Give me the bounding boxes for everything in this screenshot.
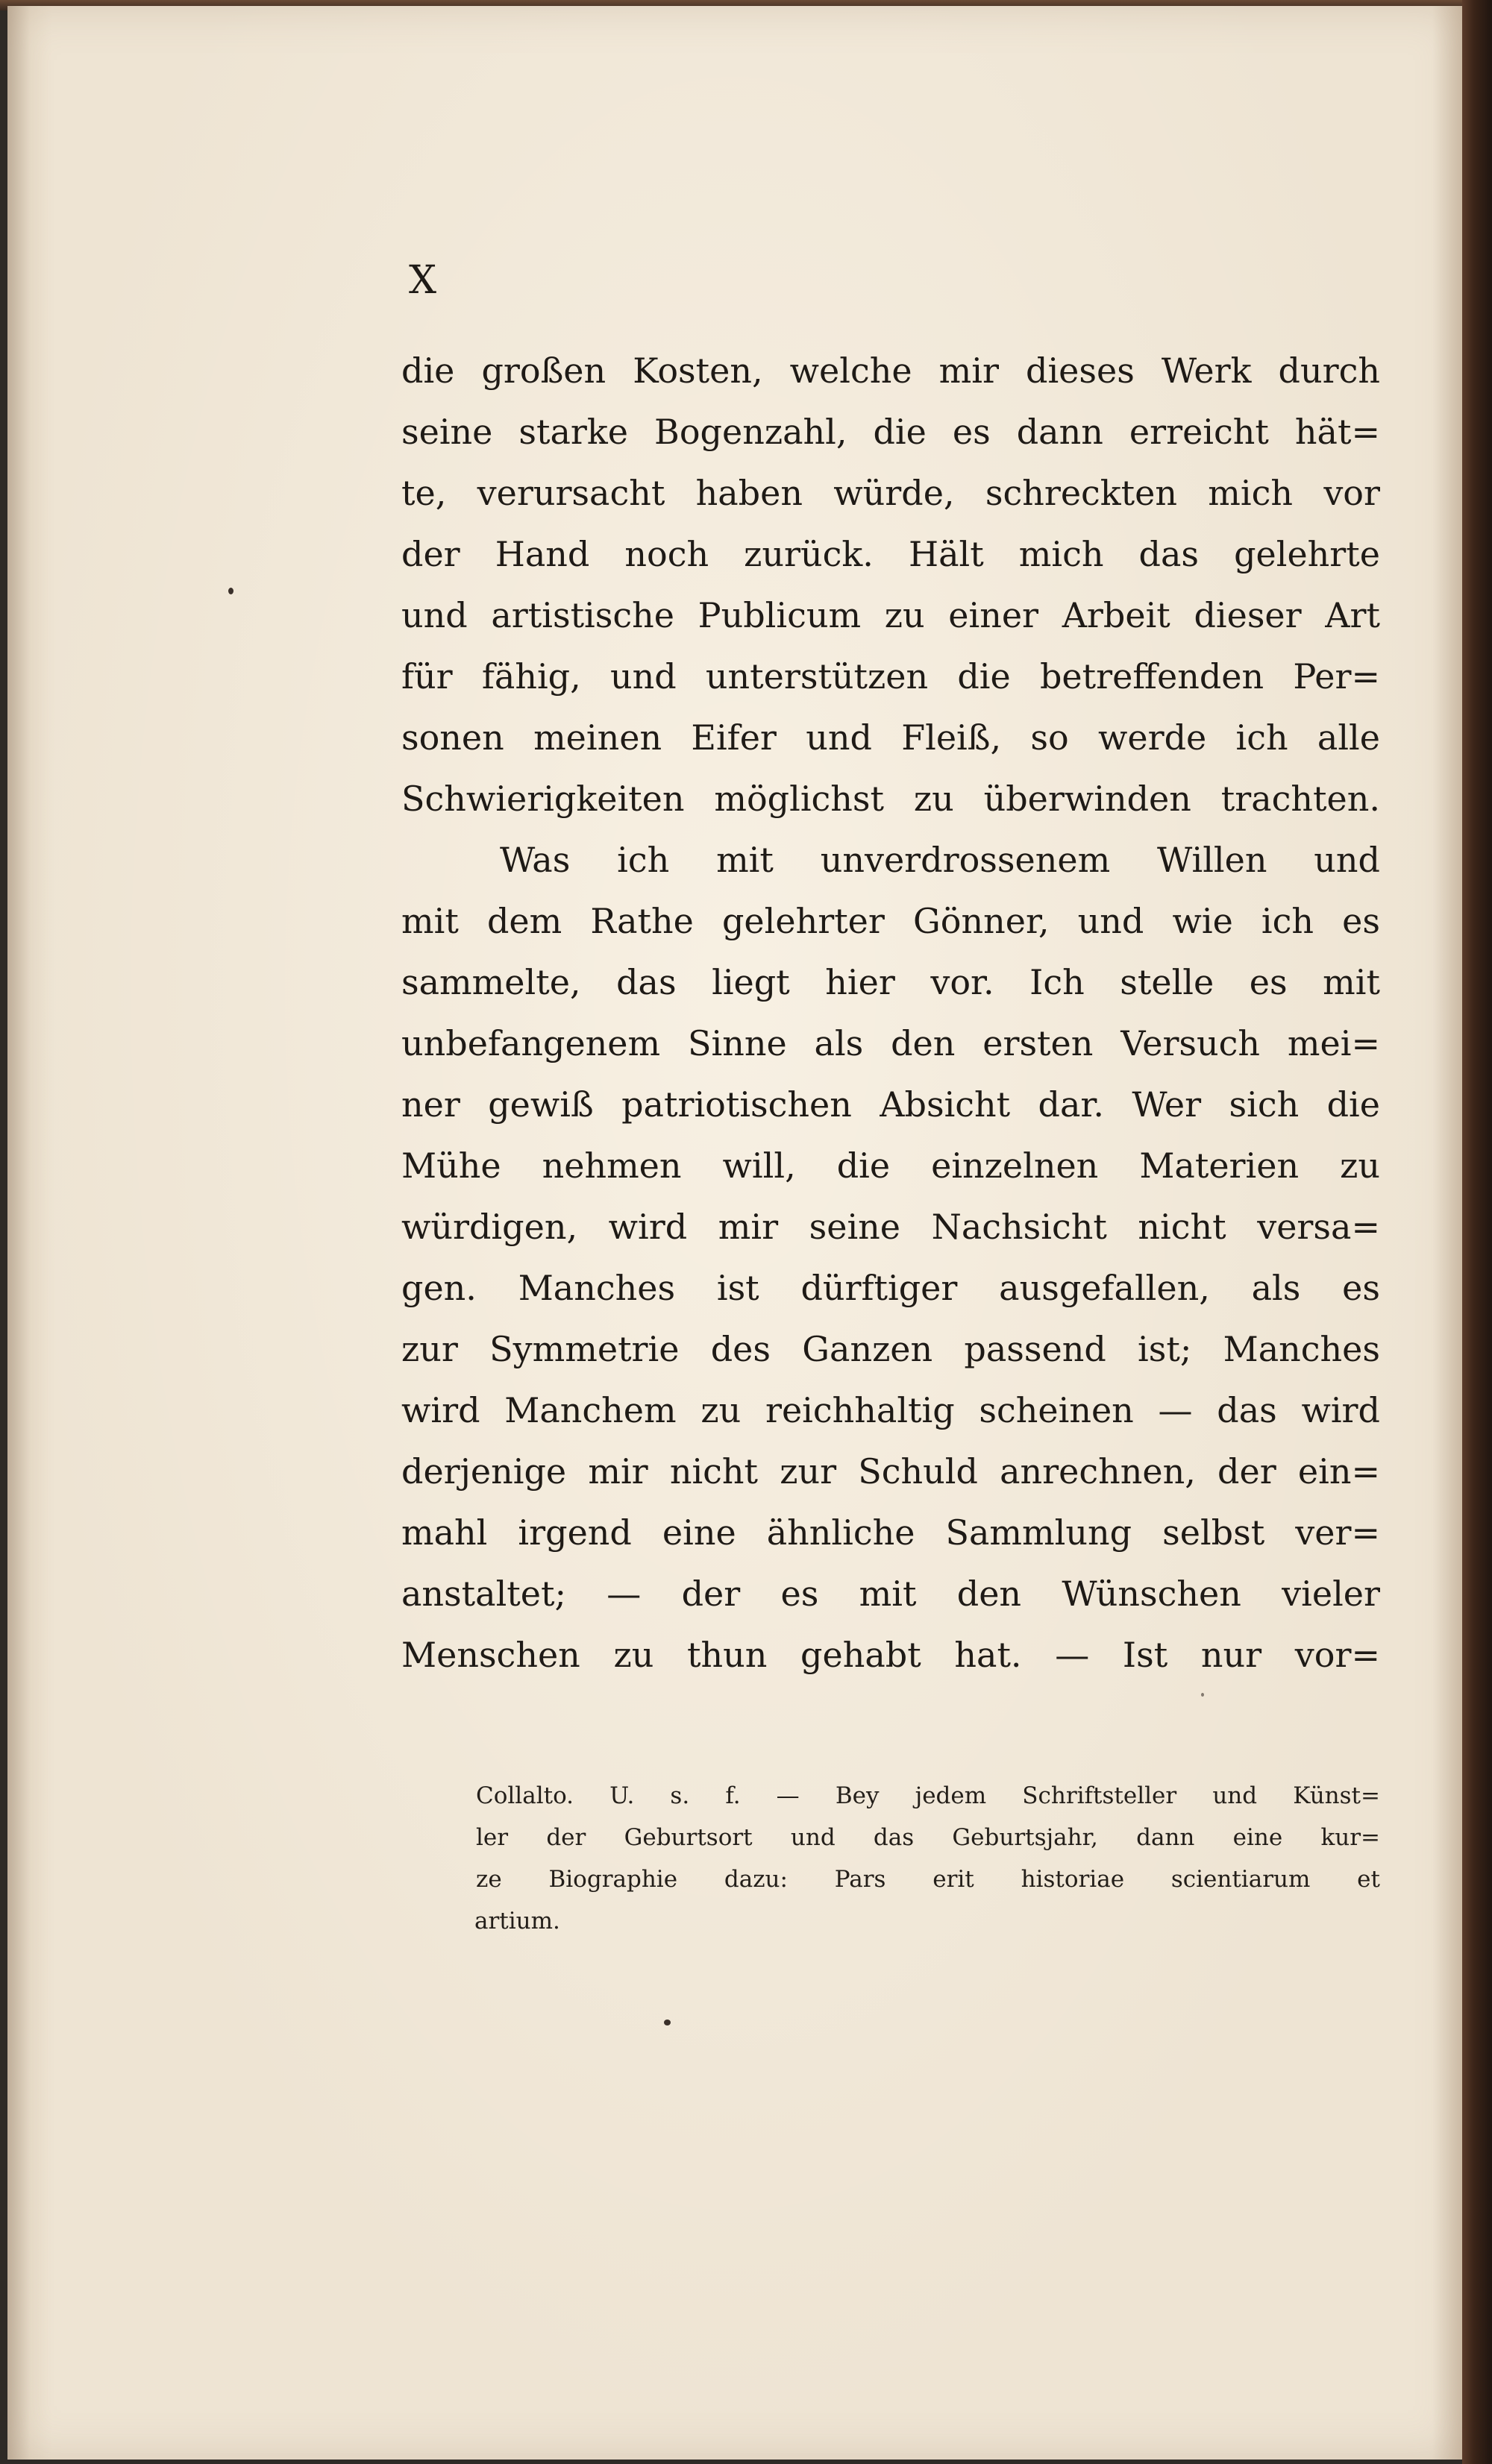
text-line: mahl irgend eine ähnliche Sammlung selbst ver= bbox=[401, 1512, 1380, 1553]
text-line: Mühe nehmen will, die einzelnen Materien zu bbox=[401, 1145, 1380, 1186]
text-line: te, verursacht haben würde, schreckten mich vor bbox=[401, 473, 1380, 513]
text-line: würdigen, wird mir seine Nachsicht nicht versa= bbox=[401, 1207, 1380, 1247]
text-line: wird Manchem zu reichhaltig scheinen — das wird bbox=[401, 1390, 1380, 1430]
text-line: sammelte, das liegt hier vor. Ich stelle es mit bbox=[401, 962, 1380, 1002]
footnote-line: ze Biographie dazu: Pars erit historiae scientiarum et bbox=[476, 1866, 1380, 1893]
footnote-line: ler der Geburtsort und das Geburtsjahr, dann eine kur= bbox=[476, 1824, 1380, 1851]
text-line: ner gewiß patriotischen Absicht dar. Wer sich die bbox=[401, 1084, 1380, 1125]
text-line: die großen Kosten, welche mir dieses Werk durch bbox=[401, 351, 1380, 391]
text-line-paragraph-start: Was ich mit unverdrossenem Willen und bbox=[500, 840, 1380, 880]
footnote bbox=[476, 1775, 1380, 1942]
text-line: und artistische Publicum zu einer Arbeit dieser Art bbox=[401, 595, 1380, 635]
text-line: Schwierigkeiten möglichst zu überwinden trachten. bbox=[401, 779, 1380, 819]
footnote-line: artium. bbox=[474, 1908, 560, 1935]
footnote-line: Collalto. U. s. f. — Bey jedem Schriftsteller und Künst= bbox=[476, 1782, 1380, 1809]
text-line: gen. Manches ist dürftiger ausgefallen, als es bbox=[401, 1268, 1380, 1308]
text-line: seine starke Bogenzahl, die es dann erreicht hät= bbox=[401, 412, 1380, 452]
text-line: derjenige mir nicht zur Schuld anrechnen, der ein= bbox=[401, 1451, 1380, 1492]
text-line: für fähig, und unterstützen die betreffenden Per= bbox=[401, 656, 1380, 697]
text-line: Menschen zu thun gehabt hat. — Ist nur vor= bbox=[401, 1635, 1380, 1675]
page-number: X bbox=[409, 258, 439, 303]
text-line: mit dem Rathe gelehrter Gönner, und wie ich es bbox=[401, 901, 1380, 941]
text-line: der Hand noch zurück. Hält mich das gelehrte bbox=[401, 534, 1380, 574]
text-line: unbefangenem Sinne als den ersten Versuch mei= bbox=[401, 1023, 1380, 1063]
text-line: zur Symmetrie des Ganzen passend ist; Manches bbox=[401, 1329, 1380, 1369]
body-text bbox=[401, 340, 1380, 1685]
scan-edge-right bbox=[1462, 0, 1492, 2464]
text-line: anstaltet; — der es mit den Wünschen vieler bbox=[401, 1574, 1380, 1614]
paper-speck bbox=[664, 2020, 671, 2025]
paper-speck bbox=[228, 588, 233, 594]
text-line: sonen meinen Eifer und Fleiß, so werde ich alle bbox=[401, 717, 1380, 758]
paper-speck bbox=[1201, 1693, 1204, 1697]
book-page bbox=[7, 6, 1462, 2460]
